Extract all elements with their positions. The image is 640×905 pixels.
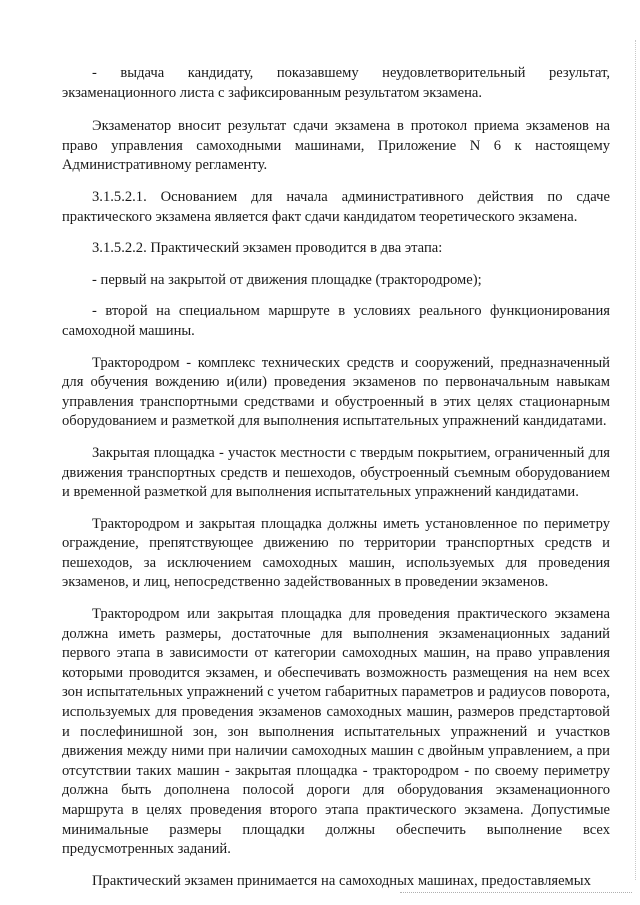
paragraph-stage-two: - второй на специальном маршруте в условиях реального функционирования самоходной машины. <box>62 303 610 339</box>
scan-edge-bottom <box>400 892 632 893</box>
paragraph-stage-one: - первый на закрытой от движения площадке (трактородроме); <box>92 271 482 288</box>
paragraph-closed-area-definition: Закрытая площадка - участок местности с твердым покрытием, ограниченный для движения транспортных средств и пешеходов, обустроенный съемным оборудованием и временной разметкой для выполнения испытательных упражнений кандидатами. <box>62 444 610 501</box>
paragraph-area-size-requirements: Трактородром или закрытая площадка для проведения практического экзамена должна иметь размеры, достаточные для выполнения экзаменационных заданий первого этапа в зависимости от категории самоходных машин, на право управления которыми проводится экзамен, и обеспечивать возможность размещения на нем всех зон испытательных упражнений с учетом габаритных параметров и радиусов поворота, используемых для проведения экзаменов самоходных машин, размеров предстартовой и послефинишной зон, зон выполнения испытательных упражнений и участков движения между ними при наличии самоходных машин с двойным управлением, а при отсутствии таких машин - закрытая площадка - трактородром - по своему периметру должна быть дополнена полосой дороги для оборудования экзаменационного маршрута в целях проведения второго этапа практического экзамена. Допустимые минимальные размеры площадки должны обеспечить выполнение всех предусмотренных заданий. <box>62 606 610 858</box>
paragraph-3-1-5-2-2: 3.1.5.2.2. Практический экзамен проводится в два этапа: <box>92 240 443 257</box>
document-page <box>62 64 610 891</box>
paragraph-examiner-protocol: Экзаменатор вносит результат сдачи экзамена в протокол приема экзаменов на право управления самоходными машинами, Приложение N 6 к настоящему Административному регламенту. <box>62 118 610 174</box>
paragraph-3-1-5-2-1: 3.1.5.2.1. Основанием для начала административного действия по сдаче практического экзамена является факт сдачи кандидатом теоретического экзамена. <box>62 188 610 225</box>
paragraph-fencing-requirements: Трактородром и закрытая площадка должны иметь установленное по периметру ограждение, препятствующее движению по территории транспортных средств и пешеходов, за исключением самоходных машин, используемых для проведения экзаменов, и лиц, непосредственно задействованных в проведении экзаменов. <box>62 515 610 591</box>
paragraph-practical-exam-vehicles: Практический экзамен принимается на самоходных машинах, предоставляемых <box>92 872 591 889</box>
paragraph-tractordrome-definition: Трактородром - комплекс технических средств и сооружений, предназначенный для обучения вождению и(или) проведения экзаменов по первоначальным навыкам управления транспортными средствами и обустроенный в этих целях стационарным оборудованием и разметкой для выполнения испытательных упражнений кандидатами. <box>62 354 610 430</box>
scan-edge-right <box>635 40 636 880</box>
paragraph-exam-sheet-issue: - выдача кандидату, показавшему неудовлетворительный результат, экзаменационного листа с зафиксированным результатом экзамена. <box>62 65 610 101</box>
